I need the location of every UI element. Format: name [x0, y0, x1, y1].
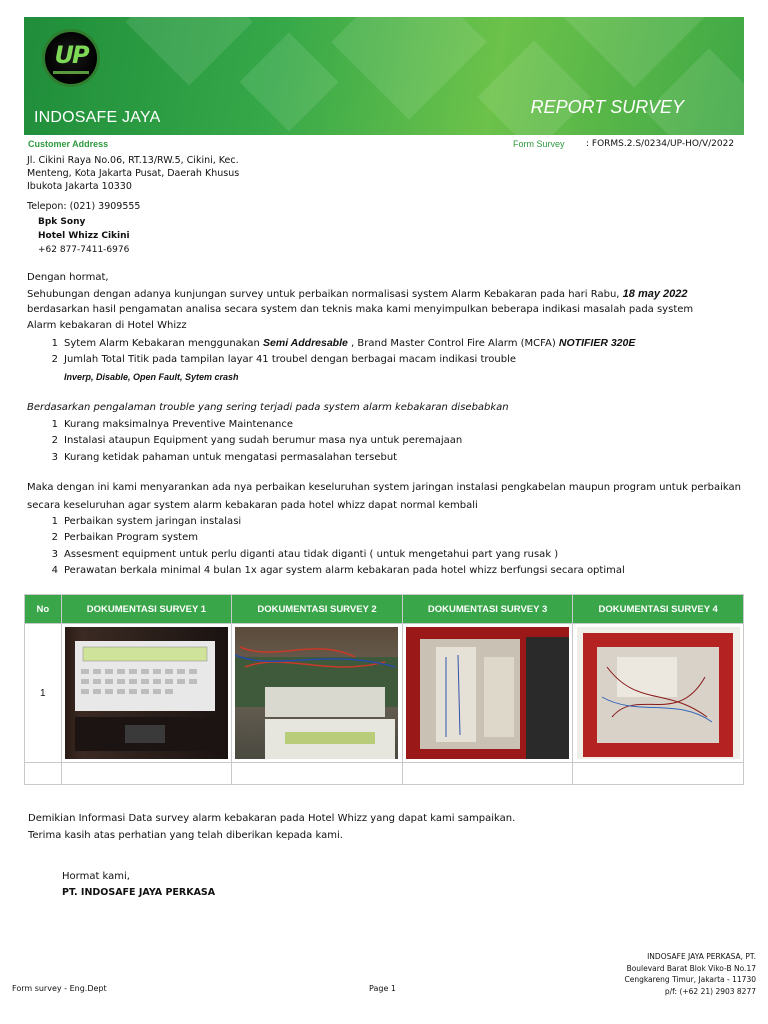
logo-letters: UP [54, 41, 88, 69]
recommendation-line-1: Maka dengan ini kami menyarankan ada nya perbaikan keseluruhan system jaringan instalasi pengkabelan maupun program untuk perbaikan [27, 482, 741, 493]
address-line-1: Jl. Cikini Raya No.06, RT.13/RW.5, Cikini, Kec. [27, 155, 239, 166]
survey-photo-cell-4 [573, 624, 744, 763]
survey-photo-3 [406, 627, 569, 759]
finding-item-1: 1 Sytem Alarm Kebakaran menggunakan Semi Addresable , Brand Master Control Fire Alarm (MCFA) NOTIFIER 320E [51, 337, 636, 349]
customer-phone: Telepon: (021) 3909555 [27, 201, 141, 212]
form-number: : FORMS.2.S/0234/UP-HO/V/2022 [586, 139, 735, 149]
contact-name: Bpk Sony [38, 217, 86, 227]
table-header-survey-1: DOKUMENTASI SURVEY 1 [61, 595, 232, 624]
recommendation-item-4: 4 Perawatan berkala minimal 4 bulan 1x agar system alarm kebakaran pada hotel whizz berfungsi secara optimal [51, 565, 625, 576]
intro-line-2: berdasarkan hasil pengamatan analisa secara system dan teknis maka kami menyimpulkan beberapa indikasi masalah pada system [27, 304, 694, 315]
form-survey-label: Form Survey [513, 139, 565, 149]
footer-phone: p/f: (+62 21) 2903 8277 [664, 986, 756, 996]
table-row [25, 624, 744, 763]
finding-item-2: 2 Jumlah Total Titik pada tampilan layar 41 troubel dengan berbagai macam indikasi trouble [51, 354, 517, 365]
survey-photo-cell-3 [402, 624, 573, 763]
contact-phone: +62 877-7411-6976 [38, 245, 130, 255]
table-header-survey-3: DOKUMENTASI SURVEY 3 [402, 595, 573, 624]
table-header-survey-2: DOKUMENTASI SURVEY 2 [232, 595, 403, 624]
contact-company: Hotel Whizz Cikini [38, 231, 130, 241]
cause-item-2: 2 Instalasi ataupun Equipment yang sudah berumur masa nya untuk peremajaan [51, 435, 463, 446]
report-title: REPORT SURVEY [530, 97, 684, 117]
footer-page-number: Page 1 [369, 984, 396, 993]
closing-line-2: Terima kasih atas perhatian yang telah diberikan kepada kami. [28, 830, 343, 841]
documentation-table [24, 594, 744, 785]
survey-photo-cell-2 [232, 624, 403, 763]
cause-item-1: 1 Kurang maksimalnya Preventive Maintenance [51, 419, 294, 430]
recommendation-item-2: 2 Perbaikan Program system [51, 532, 198, 543]
trouble-types: Inverp, Disable, Open Fault, Sytem crash [64, 372, 239, 382]
intro-line-1: Sehubungan dengan adanya kunjungan survey untuk perbaikan normalisasi system Alarm Kebakaran pada hari Rabu, 18 may 2022 [27, 288, 688, 300]
survey-photo-cell-1 [61, 624, 232, 763]
causes-heading: Berdasarkan pengalaman trouble yang sering terjadi pada system alarm kebakaran disebabkan [27, 402, 509, 413]
greeting: Dengan hormat, [27, 272, 109, 283]
intro-line-3: Alarm kebakaran di Hotel Whizz [27, 320, 187, 331]
recommendation-line-2: secara keseluruhan agar system alarm kebakaran pada hotel whizz dapat normal kembali [27, 500, 478, 511]
row-number: 1 [25, 624, 62, 763]
footer-company-block [624, 951, 756, 997]
signatory: PT. INDOSAFE JAYA PERKASA [62, 887, 216, 898]
recommendation-item-1: 1 Perbaikan system jaringan instalasi [51, 516, 242, 527]
footer-company: INDOSAFE JAYA PERKASA, PT. [647, 952, 756, 961]
address-line-3: Ibukota Jakarta 10330 [27, 181, 132, 192]
survey-photo-4 [577, 627, 740, 759]
survey-photo-2 [235, 627, 398, 759]
survey-date: 18 may 2022 [622, 288, 688, 300]
table-row [25, 763, 744, 785]
survey-photo-1 [65, 627, 228, 759]
cause-item-3: 3 Kurang ketidak pahaman untuk mengatasi permasalahan tersebut [51, 452, 398, 463]
table-header-survey-4: DOKUMENTASI SURVEY 4 [573, 595, 744, 624]
recommendation-item-3: 3 Assesment equipment untuk perlu diganti atau tidak diganti ( untuk mengetahui part yang rusak ) [51, 549, 559, 560]
header-banner [24, 17, 744, 135]
footer-department: Form survey - Eng.Dept [12, 984, 107, 993]
company-name: INDOSAFE JAYA [34, 109, 161, 126]
closing-line-1: Demikian Informasi Data survey alarm kebakaran pada Hotel Whizz yang dapat kami sampaikan. [28, 813, 516, 824]
footer-address-2: Cengkareng Timur, Jakarta - 11730 [624, 975, 756, 984]
customer-address-label: Customer Address [28, 139, 109, 149]
regards: Hormat kami, [62, 871, 130, 882]
company-logo [42, 29, 100, 87]
address-line-2: Menteng, Kota Jakarta Pusat, Daerah Khusus [27, 168, 240, 179]
footer-address-1: Boulevard Barat Blok Viko-B No.17 [626, 963, 756, 973]
table-header-no: No [25, 595, 62, 624]
